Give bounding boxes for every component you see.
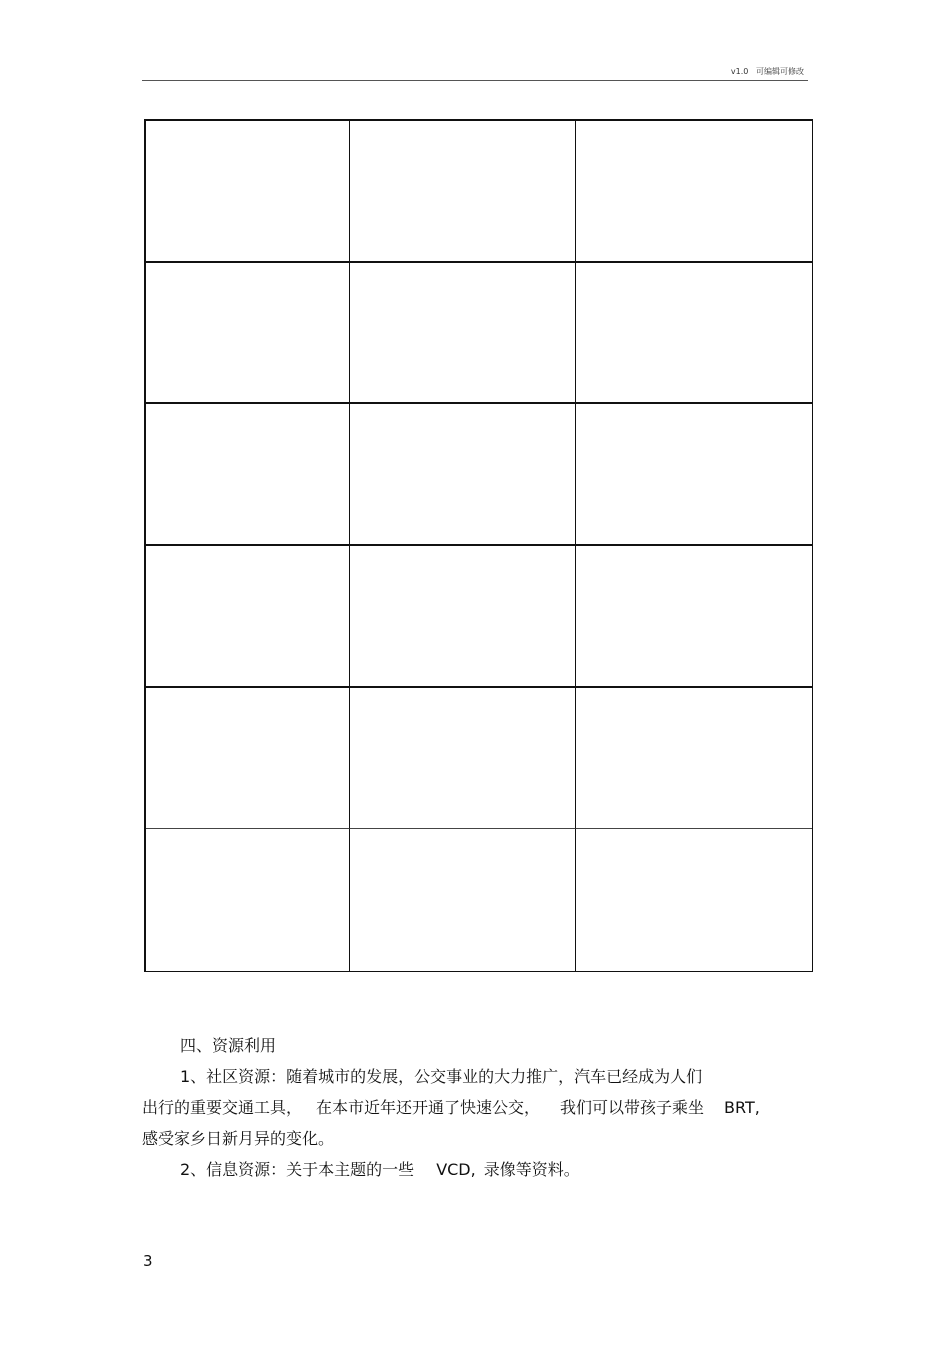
item1-line2-part1: 出行的重要交通工具， [142, 1098, 303, 1117]
page-header [731, 66, 804, 77]
item1-line3: 感受家乡日新月异的变化。 [142, 1129, 335, 1148]
table-cell [576, 121, 812, 263]
empty-table [144, 119, 813, 972]
item2-part1: 2、信息资源：关于本主题的一些 [180, 1160, 415, 1179]
table-cell [146, 263, 350, 405]
section-heading: 四、资源利用 [180, 1036, 277, 1055]
item1-line2-part4: BRT, [724, 1098, 760, 1117]
table-cell [146, 829, 350, 971]
page-number: 3 [143, 1252, 153, 1270]
table-cell [146, 404, 350, 546]
table-cell [350, 121, 576, 263]
resource-section [142, 1030, 822, 1185]
header-version: v1.0 [730, 67, 749, 76]
table-cell [576, 688, 812, 830]
table-cell [146, 546, 350, 688]
table-cell [350, 688, 576, 830]
table-cell [146, 688, 350, 830]
item1-line2 [142, 1092, 822, 1123]
item1-line1: 1、社区资源：随着城市的发展，公交事业的大力推广，汽车已经成为人们 [180, 1067, 703, 1086]
header-tag: 可编辑可修改 [756, 67, 804, 76]
header-rule [142, 80, 808, 81]
item2-part2: VCD, [436, 1160, 476, 1179]
table-cell [576, 404, 812, 546]
table-cell [576, 263, 812, 405]
table-cell [576, 546, 812, 688]
item2-part3: 录像等资料。 [483, 1160, 580, 1179]
table-cell [350, 263, 576, 405]
item1-line2-part3: 我们可以带孩子乘坐 [560, 1098, 705, 1117]
item1-line2-part2: 在本市近年还开通了快速公交， [316, 1098, 541, 1117]
item2-line [142, 1154, 822, 1185]
table-cell [576, 829, 812, 971]
table-cell [350, 546, 576, 688]
table-cell [350, 829, 576, 971]
table-cell [146, 121, 350, 263]
table-cell [350, 404, 576, 546]
